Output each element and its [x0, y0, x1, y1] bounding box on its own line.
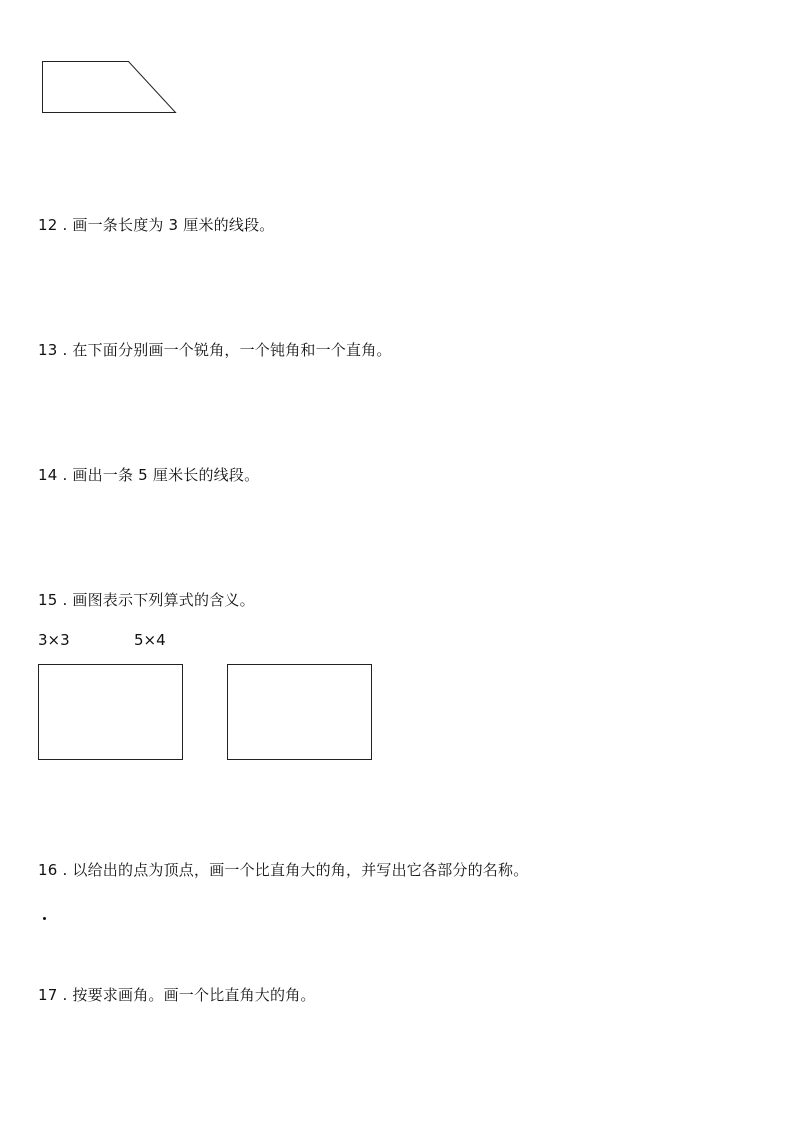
- expression-5x4: 5×4: [134, 631, 166, 649]
- question-12: 12 . 画一条长度为 3 厘米的线段。: [38, 216, 275, 234]
- question-17: 17 . 按要求画角。画一个比直角大的角。: [38, 986, 316, 1004]
- drawing-box-5x4[interactable]: [227, 664, 372, 760]
- expression-3x3: 3×3: [38, 631, 70, 649]
- question-14: 14 . 画出一条 5 厘米长的线段。: [38, 466, 260, 484]
- question-15: 15 . 画图表示下列算式的含义。: [38, 591, 255, 609]
- drawing-box-3x3[interactable]: [38, 664, 183, 760]
- question-16: 16 . 以给出的点为顶点，画一个比直角大的角，并写出它各部分的名称。: [38, 861, 529, 879]
- trapezoid-figure: [38, 58, 183, 116]
- question-13: 13 . 在下面分别画一个锐角，一个钝角和一个直角。: [38, 341, 392, 359]
- vertex-point: [43, 917, 46, 920]
